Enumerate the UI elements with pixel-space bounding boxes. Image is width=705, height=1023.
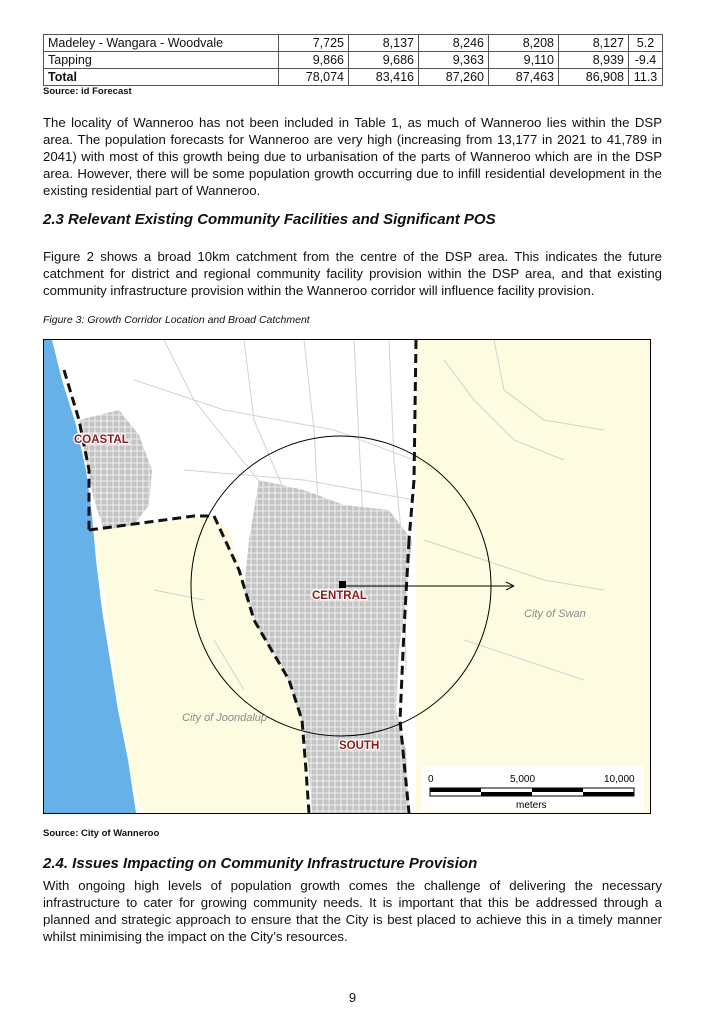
- label-south: SOUTH: [339, 740, 380, 752]
- table-cell: 5.2: [629, 35, 663, 52]
- label-central: CENTRAL: [312, 590, 367, 602]
- table-cell: 87,260: [419, 69, 489, 86]
- paragraph-catchment: Figure 2 shows a broad 10km catchment from the centre of the DSP area. This indicates the future catchment for district and regional community facility provision within the DSP area, and that existing community infrastructure provision within the Wanneroo corridor will influence facility provision.: [43, 249, 662, 298]
- table-cell: 7,725: [279, 35, 349, 52]
- table-cell: -9.4: [629, 52, 663, 69]
- label-city-of-swan: City of Swan: [524, 608, 586, 620]
- table-cell: 8,246: [419, 35, 489, 52]
- scale-tick-10000: 10,000: [604, 774, 635, 785]
- table-cell: 8,208: [489, 35, 559, 52]
- table-cell: Madeley - Wangara - Woodvale: [44, 35, 279, 52]
- figure-source: Source: City of Wanneroo: [43, 828, 160, 839]
- table-cell: 8,127: [559, 35, 629, 52]
- page-number: 9: [348, 990, 357, 1005]
- figure-caption: Figure 3: Growth Corridor Location and Broad Catchment: [43, 314, 310, 326]
- table-source: Source: id Forecast: [43, 86, 132, 97]
- scale-tick-5000: 5,000: [510, 774, 536, 785]
- table-cell: 83,416: [349, 69, 419, 86]
- label-coastal: COASTAL: [74, 434, 129, 446]
- section-heading-2-3: 2.3 Relevant Existing Community Facilities and Significant POS: [43, 211, 496, 228]
- scale-tick-0: 0: [428, 774, 434, 785]
- table-row: [44, 35, 663, 52]
- centre-marker: [339, 581, 346, 588]
- section-heading-2-4: 2.4. Issues Impacting on Community Infrastructure Provision: [43, 855, 478, 872]
- table-cell: 9,866: [279, 52, 349, 69]
- catchment-map: [43, 339, 651, 814]
- table-row-total: [44, 69, 663, 86]
- table-cell: 87,463: [489, 69, 559, 86]
- table-cell: 9,686: [349, 52, 419, 69]
- table-cell: 9,363: [419, 52, 489, 69]
- table-cell: Tapping: [44, 52, 279, 69]
- paragraph-wanneroo: The locality of Wanneroo has not been included in Table 1, as much of Wanneroo lies within the DSP area. The population forecasts for Wanneroo are very high (increasing from 13,177 in 2021 to 41,789 in 2041) with most of this growth being due to urbanisation of the parts of Wanneroo which are in the DSP area. However, there will be some population growth occurring due to infill residential development in the existing residential part of Wanneroo.: [43, 115, 662, 198]
- label-city-of-joondalup: City of Joondalup: [182, 712, 267, 724]
- table-cell: 8,939: [559, 52, 629, 69]
- table-cell: Total: [44, 69, 279, 86]
- scale-units: meters: [516, 800, 547, 811]
- paragraph-issues: With ongoing high levels of population growth comes the challenge of delivering the necessary infrastructure to cater for growing community needs. It is important that this be addressed through a planned and strategic approach to ensure that the City is best placed to achieve this in a timely manner whilst minimising the impact on the City’s resources.: [43, 878, 662, 944]
- scale-bar: [422, 766, 644, 811]
- table-cell: 9,110: [489, 52, 559, 69]
- table-cell: 8,137: [349, 35, 419, 52]
- table-cell: 78,074: [279, 69, 349, 86]
- table-cell: 86,908: [559, 69, 629, 86]
- population-table: [43, 34, 663, 86]
- table-row: [44, 52, 663, 69]
- table-cell: 11.3: [629, 69, 663, 86]
